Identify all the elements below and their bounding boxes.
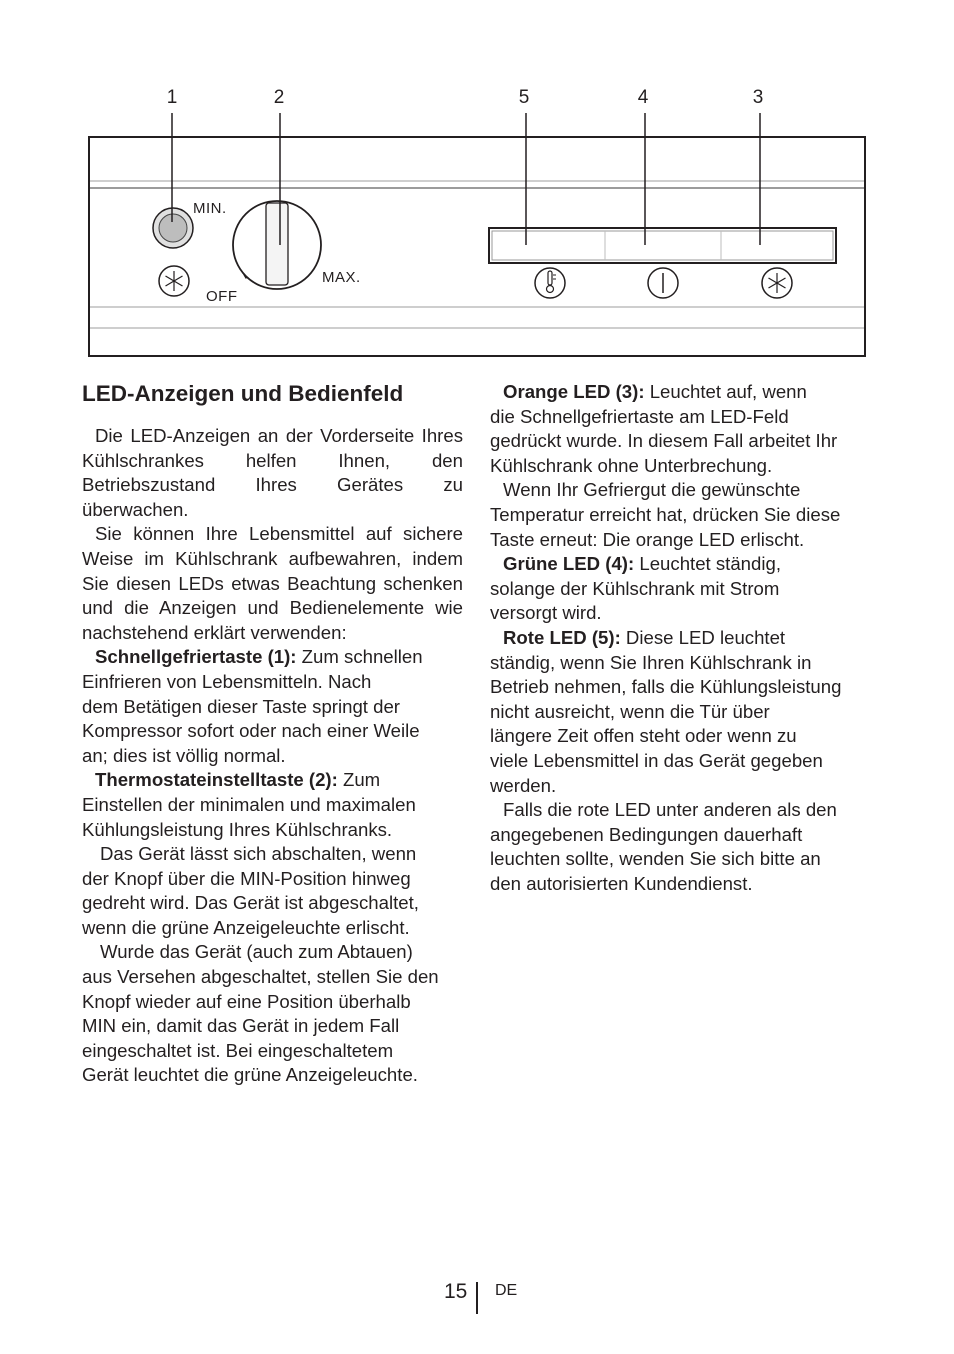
text: dem Betätigen dieser Taste springt der bbox=[82, 695, 400, 717]
red-led-term: Rote LED (5): bbox=[503, 626, 621, 648]
text: leuchten sollte, wenden Sie sich bitte an bbox=[490, 848, 821, 870]
snowflake-icon bbox=[762, 268, 792, 298]
text: an; dies ist völlig normal. bbox=[82, 744, 286, 766]
text: die Schnellgefriertaste am LED-Feld bbox=[490, 405, 789, 427]
text: den autorisierten Kundendienst. bbox=[490, 872, 753, 894]
text: gedrückt wurde. In diesem Fall arbeitet Ihr bbox=[490, 430, 838, 452]
red-led-paragraph bbox=[490, 626, 866, 798]
text: versorgt wird. bbox=[490, 602, 602, 624]
text: wenn die grüne Anzeigeleuchte erlischt. bbox=[82, 916, 410, 938]
control-panel-drawing bbox=[0, 0, 954, 370]
text: Betrieb nehmen, falls die Kühlungsleistung bbox=[490, 676, 842, 698]
intro-paragraph: Die LED-Anzeigen an der Vorderseite Ihres Kühlschrankes helfen Ihnen, den Betriebszustand Ihres Gerätes zu überwachen. bbox=[82, 425, 463, 520]
text: gedreht wird. Das Gerät ist abgeschaltet, bbox=[82, 892, 419, 914]
text: Kühlungsleistung Ihres Kühlschranks. bbox=[82, 818, 393, 840]
text: Knopf wieder auf eine Position überhalb bbox=[82, 990, 411, 1012]
text: Kompressor sofort oder nach einer Weile bbox=[82, 720, 420, 742]
off-label: OFF bbox=[206, 288, 238, 305]
section-heading: LED-Anzeigen und Bedienfeld bbox=[82, 381, 404, 406]
text: aus Versehen abgeschaltet, stellen Sie den bbox=[82, 966, 439, 988]
text: Leuchtet auf, wenn bbox=[644, 381, 807, 402]
callout-1: 1 bbox=[166, 87, 178, 108]
text: Zum schnellen bbox=[296, 646, 423, 668]
usage-paragraph: Sie können Ihre Lebensmittel auf sichere Weise im Kühlschrank aufbewahren, indem Sie diesen LEDs etwas Beachtung schenken und die Anzeigen und Bedienelemente wie nachstehend erklärt verwenden: bbox=[82, 523, 463, 643]
text: MIN ein, damit das Gerät in jedem Fall bbox=[82, 1015, 400, 1037]
thermostat-paragraph bbox=[82, 768, 463, 842]
callout-2: 2 bbox=[273, 87, 285, 108]
min-label: MIN. bbox=[193, 200, 227, 217]
text: viele Lebensmittel in das Gerät gegeben bbox=[490, 749, 823, 771]
quick-freeze-paragraph bbox=[82, 645, 463, 768]
green-led-paragraph bbox=[490, 552, 866, 626]
text: Einfrieren von Lebensmitteln. Nach bbox=[82, 670, 372, 692]
footer-divider bbox=[476, 1282, 478, 1314]
snowflake-icon bbox=[159, 266, 189, 296]
right-column bbox=[490, 380, 866, 896]
text: Falls die rote LED unter anderen als den bbox=[503, 799, 837, 821]
text: angegebenen Bedingungen dauerhaft bbox=[490, 823, 803, 845]
text: nicht ausreicht, wenn die Tür über bbox=[490, 700, 770, 722]
service-paragraph bbox=[490, 798, 866, 896]
language-code: DE bbox=[495, 1282, 518, 1299]
orange-led-paragraph bbox=[490, 380, 866, 478]
power-icon bbox=[648, 268, 678, 298]
text: Kühlschrank ohne Unterbrechung. bbox=[490, 454, 773, 476]
callout-5: 5 bbox=[518, 87, 530, 108]
thermostat-term: Thermostateinstelltaste (2): bbox=[95, 769, 338, 791]
thermometer-icon bbox=[535, 268, 565, 298]
text: Wurde das Gerät (auch zum Abtauen) bbox=[100, 941, 413, 963]
max-label: MAX. bbox=[322, 269, 361, 286]
text: eingeschaltet ist. Bei eingeschaltetem bbox=[82, 1039, 394, 1061]
text: Zum bbox=[337, 769, 381, 791]
text: Das Gerät lässt sich abschalten, wenn bbox=[100, 843, 417, 865]
left-column bbox=[82, 378, 463, 1088]
quick-freeze-term: Schnellgefriertaste (1): bbox=[95, 646, 297, 668]
text: Temperatur erreicht hat, drücken Sie diese bbox=[490, 503, 841, 525]
text: Einstellen der minimalen und maximalen bbox=[82, 793, 416, 815]
page-number: 15 bbox=[444, 1280, 468, 1303]
text: ständig, wenn Sie Ihren Kühlschrank in bbox=[490, 651, 812, 673]
orange-led-term: Orange LED (3): bbox=[503, 381, 645, 402]
control-panel-diagram bbox=[0, 0, 954, 370]
text: Gerät leuchtet die grüne Anzeigeleuchte. bbox=[82, 1064, 418, 1086]
text: werden. bbox=[490, 774, 557, 796]
text: solange der Kühlschrank mit Strom bbox=[490, 577, 780, 599]
green-led-term: Grüne LED (4): bbox=[503, 553, 635, 575]
frozen-food-paragraph bbox=[490, 478, 866, 552]
text: Diese LED leuchtet bbox=[620, 626, 786, 648]
text: Leuchtet ständig, bbox=[634, 553, 781, 575]
accidental-off-paragraph bbox=[82, 940, 463, 1088]
callout-4: 4 bbox=[637, 87, 649, 108]
text: längere Zeit offen steht oder wenn zu bbox=[490, 725, 797, 747]
text: der Knopf über die MIN-Position hinweg bbox=[82, 867, 411, 889]
callout-3: 3 bbox=[752, 87, 764, 108]
switch-off-paragraph bbox=[82, 842, 463, 940]
text: Wenn Ihr Gefriergut die gewünschte bbox=[503, 479, 801, 501]
text: Taste erneut: Die orange LED erlischt. bbox=[490, 528, 805, 550]
